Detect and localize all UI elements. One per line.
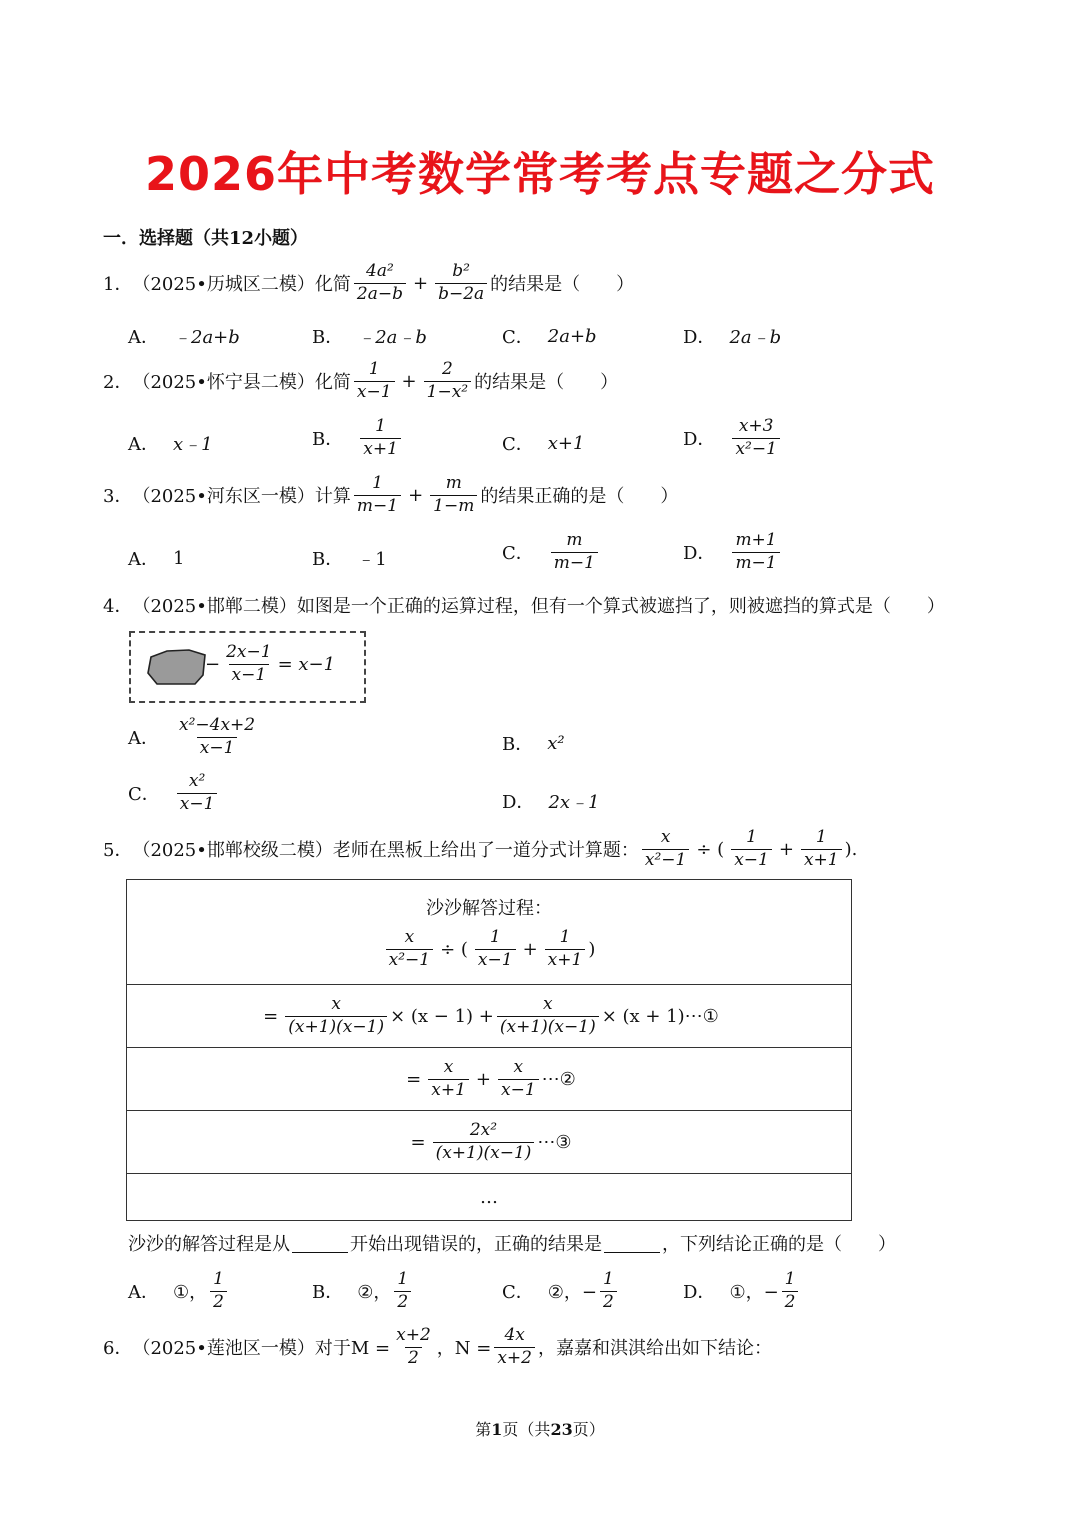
fraction: $\frac{2}{\text{1−x²}}$ (424, 360, 471, 402)
fraction: $\frac{1}{x-1}$ (354, 360, 395, 402)
option-d[interactable]: D． $\frac{m+1}{m-1}$ (683, 531, 783, 573)
question-5: 5． （2025•邯郸校级二模）老师在黑板上给出了一道分式计算题： $\frac{x}{\text{x²−1}}$ ÷ ( $\frac{1}{x-1}$ + $\frac{1}{x+1}$ ). (103, 827, 858, 870)
option-d[interactable]: D． 2a﹣b (683, 327, 782, 348)
table-row: 沙沙解答过程： $\frac{x}{\text{x²−1}}$ ÷ ( $\frac{1}{x-1}$ + $\frac{1}{x+1}$ ) (127, 880, 851, 985)
option-c[interactable]: C． x+1 (502, 432, 585, 455)
option-c[interactable]: C． ②，− $\frac{1}{2}$ (502, 1270, 620, 1312)
question-1: 1． （2025•历城区二模）化简 $\frac{\text{4a²}}{2a-b}$ + $\frac{\text{b²}}{b-2a}$ 的结果是（ ） (103, 261, 635, 304)
question-5-prompt: 沙沙的解答过程是从 开始出现错误的，正确的结果是 ，下列结论正确的是（ ） (128, 1234, 896, 1255)
option-b[interactable]: B． ②， $\frac{1}{2}$ (312, 1270, 414, 1312)
solution-table (126, 879, 852, 1221)
figure-box (129, 631, 366, 703)
option-c[interactable]: C． 2a+b (502, 325, 597, 348)
option-a[interactable]: A． ﹣2a+b (128, 327, 240, 348)
option-b[interactable]: B． ﹣2a﹣b (312, 327, 427, 348)
answer-blank[interactable] (604, 1234, 660, 1253)
fraction: $\frac{\text{b²}}{b-2a}$ (435, 262, 487, 304)
answer-blank[interactable] (292, 1234, 348, 1253)
option-c[interactable]: C． $\frac{m}{m-1}$ (502, 531, 601, 573)
section-heading: 一．选择题（共12小题） (103, 228, 309, 249)
fraction: $\frac{2x-1}{x-1}$ (226, 642, 272, 685)
fraction: $\frac{1}{m-1}$ (354, 474, 401, 516)
option-d[interactable]: D． ①，− $\frac{1}{2}$ (683, 1270, 801, 1312)
option-d[interactable]: D． 2x﹣1 (502, 792, 600, 813)
option-c[interactable]: C． $\frac{\text{x²}}{x-1}$ (128, 772, 220, 814)
question-2: 2． （2025•怀宁县二模）化简 $\frac{1}{x-1}$ + $\frac{2}{\text{1−x²}}$ 的结果是（ ） (103, 359, 619, 402)
option-a[interactable]: A． x﹣1 (128, 434, 213, 455)
covered-expression-blob (145, 647, 209, 687)
table-row: = $\frac{x}{x+1}$ + $\frac{x}{x-1}$ ⋯② (127, 1048, 851, 1111)
option-a[interactable]: A． ①， $\frac{1}{2}$ (128, 1270, 230, 1312)
fraction: $\frac{m}{1-m}$ (430, 474, 477, 516)
option-d[interactable]: D． $\frac{x+3}{\text{x²−1}}$ (683, 417, 783, 459)
page-title: 2026年中考数学常考考点专题之分式 (144, 147, 936, 201)
option-a[interactable]: A． 1 (128, 547, 185, 570)
option-b[interactable]: B． ﹣1 (312, 549, 387, 570)
table-row: = $\frac{x}{(x+1)(x-1)}$ × (x − 1) + $\frac{x}{(x+1)(x-1)}$ × (x + 1)⋯① (127, 985, 851, 1048)
option-a[interactable]: A． $\frac{\text{x²−4x+2}}{x-1}$ (128, 715, 256, 758)
fraction: $\frac{\text{4a²}}{2a-b}$ (354, 262, 406, 304)
option-b[interactable]: B． $\frac{1}{x+1}$ (312, 417, 404, 459)
table-row: … (480, 1186, 498, 1208)
figure-equation: − $\frac{2x-1}{x-1}$ = x−1 (205, 642, 336, 685)
option-b[interactable]: B． x² (502, 732, 565, 755)
table-row: = $\frac{\text{2x²}}{(x+1)(x-1)}$ ⋯③ (127, 1111, 851, 1174)
page-footer: 第1页（共23页） (475, 1420, 605, 1439)
question-6: 6． （2025•莲池区一模）对于M = $\frac{x+2}{2}$ ，N = $\frac{4x}{x+2}$ ，嘉嘉和淇淇给出如下结论： (103, 1325, 772, 1368)
question-3: 3． （2025•河东区一模）计算 $\frac{1}{m-1}$ + $\frac{m}{1-m}$ 的结果正确的是（ ） (103, 473, 679, 516)
question-4: 4． （2025•邯郸二模）如图是一个正确的运算过程，但有一个算式被遮挡了，则被遮挡的算式是（ ） (103, 596, 945, 617)
